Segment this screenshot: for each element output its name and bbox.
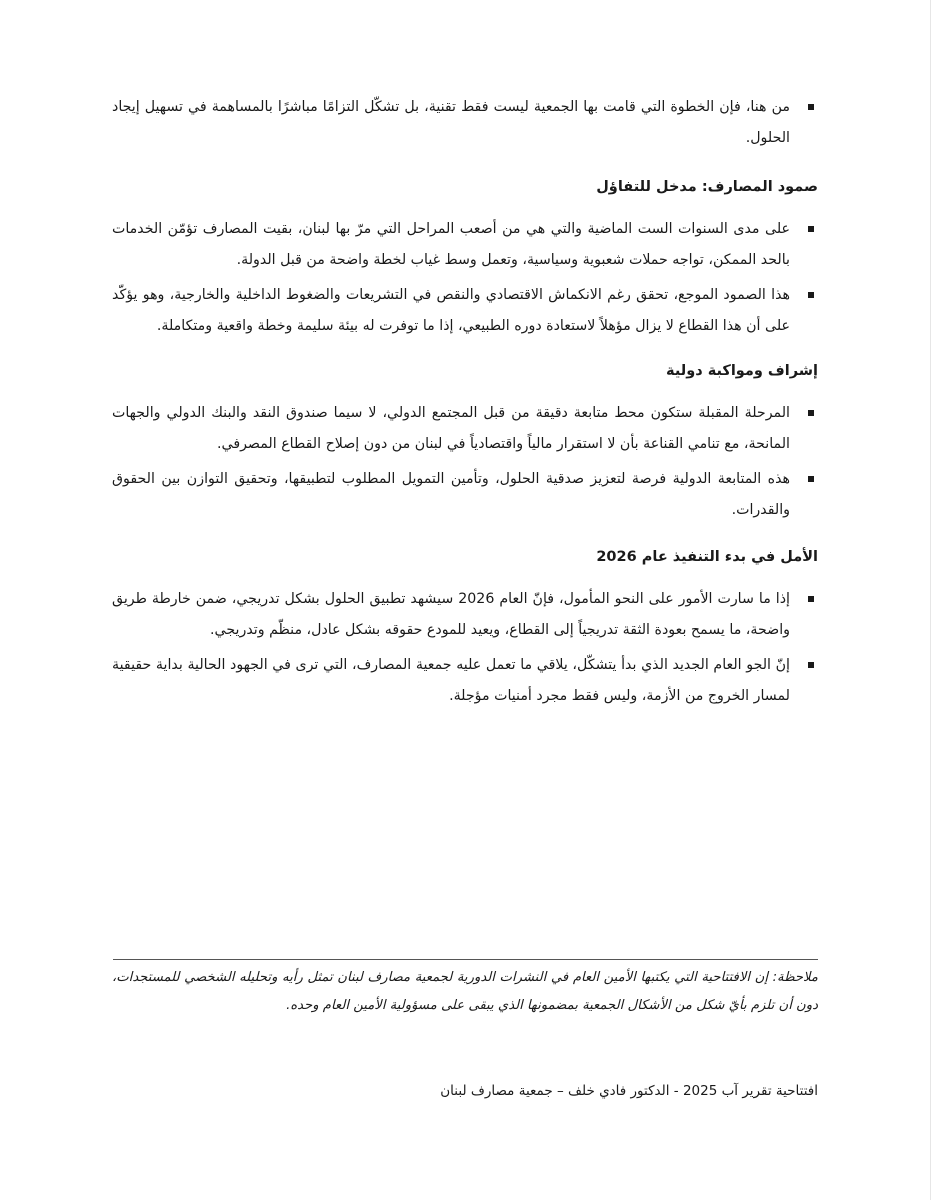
list-item bbox=[112, 464, 818, 526]
list-item bbox=[112, 584, 818, 646]
resilience-list bbox=[112, 214, 818, 342]
footnote-divider bbox=[113, 959, 818, 960]
square-bullet-icon bbox=[808, 410, 814, 416]
list-item-text: المرحلة المقبلة ستكون محط متابعة دقيقة من قبل المجتمع الدولي، لا سيما صندوق النقد والبنك الدولي والجهات المانحة، مع تنامي القناعة بأن لا استقرار مالياً واقتصادياً في لبنان من دون إصلاح القطاع المصرفي. bbox=[112, 405, 790, 452]
list-item bbox=[112, 280, 818, 342]
footnote-note: ملاحظة: إن الافتتاحية التي يكتبها الأمين العام في النشرات الدورية لجمعية مصارف لبنان تمثل رأيه وتحليله الشخصي للمستجدات، دون أن تلزم بأيّ شكل من الأشكال الجمعية بمضمونها الذي يبقى على مسؤولية الأمين العام وحده. bbox=[112, 970, 818, 1013]
list-item bbox=[112, 92, 818, 154]
square-bullet-icon bbox=[808, 292, 814, 298]
hope-list bbox=[112, 584, 818, 712]
list-item bbox=[112, 398, 818, 460]
section-heading-hope: الأمل في بدء التنفيذ عام 2026 bbox=[596, 549, 818, 565]
square-bullet-icon bbox=[808, 662, 814, 668]
square-bullet-icon bbox=[808, 104, 814, 110]
page-footer: افتتاحية تقرير آب 2025 - الدكتور فادي خلف – جمعية مصارف لبنان bbox=[440, 1083, 818, 1099]
intro-list bbox=[112, 92, 818, 154]
square-bullet-icon bbox=[808, 226, 814, 232]
list-item-text: هذا الصمود الموجع، تحقق رغم الانكماش الاقتصادي والنقص في التشريعات والضغوط الداخلية والخارجية، وهو يؤكّد على أن هذا القطاع لا يزال مؤهلاً لاستعادة دوره الطبيعي، إذا ما توفرت له بيئة سليمة وخطة واقعية ومتكاملة. bbox=[112, 287, 790, 334]
list-item-text: على مدى السنوات الست الماضية والتي هي من أصعب المراحل التي مرّ بها لبنان، بقيت المصارف تؤمّن الخدمات بالحد الممكن، تواجه حملات شعبوية وسياسية، وتعمل وسط غياب لخطة واضحة من قبل الدولة. bbox=[112, 221, 790, 268]
list-item-text: إنّ الجو العام الجديد الذي بدأ يتشكّل، يلاقي ما تعمل عليه جمعية المصارف، التي ترى في الجهود الحالية بداية حقيقية لمسار الخروج من الأزمة، وليس فقط مجرد أمنيات مؤجلة. bbox=[112, 657, 790, 704]
square-bullet-icon bbox=[808, 596, 814, 602]
section-heading-resilience: صمود المصارف: مدخل للتفاؤل bbox=[596, 179, 818, 195]
oversight-list bbox=[112, 398, 818, 526]
section-heading-oversight: إشراف ومواكبة دولية bbox=[666, 363, 818, 379]
document-body bbox=[112, 92, 818, 716]
list-item-text: إذا ما سارت الأمور على النحو المأمول، فإنّ العام 2026 سيشهد تطبيق الحلول بشكل تدريجي، ضمن خارطة طريق واضحة، ما يسمح بعودة الثقة تدريجياً إلى القطاع، ويعيد للمودع حقوقه بشكل عادل، منظّم وتدريجي. bbox=[112, 591, 790, 638]
list-item-text: هذه المتابعة الدولية فرصة لتعزيز صدقية الحلول، وتأمين التمويل المطلوب لتطبيقها، وتحقيق التوازن بين الحقوق والقدرات. bbox=[112, 471, 790, 518]
list-item bbox=[112, 214, 818, 276]
list-item-text: من هنا، فإن الخطوة التي قامت بها الجمعية ليست فقط تقنية، بل تشكّل التزامًا مباشرًا بالمساهمة في تسهيل إيجاد الحلول. bbox=[112, 99, 790, 146]
square-bullet-icon bbox=[808, 476, 814, 482]
list-item bbox=[112, 650, 818, 712]
